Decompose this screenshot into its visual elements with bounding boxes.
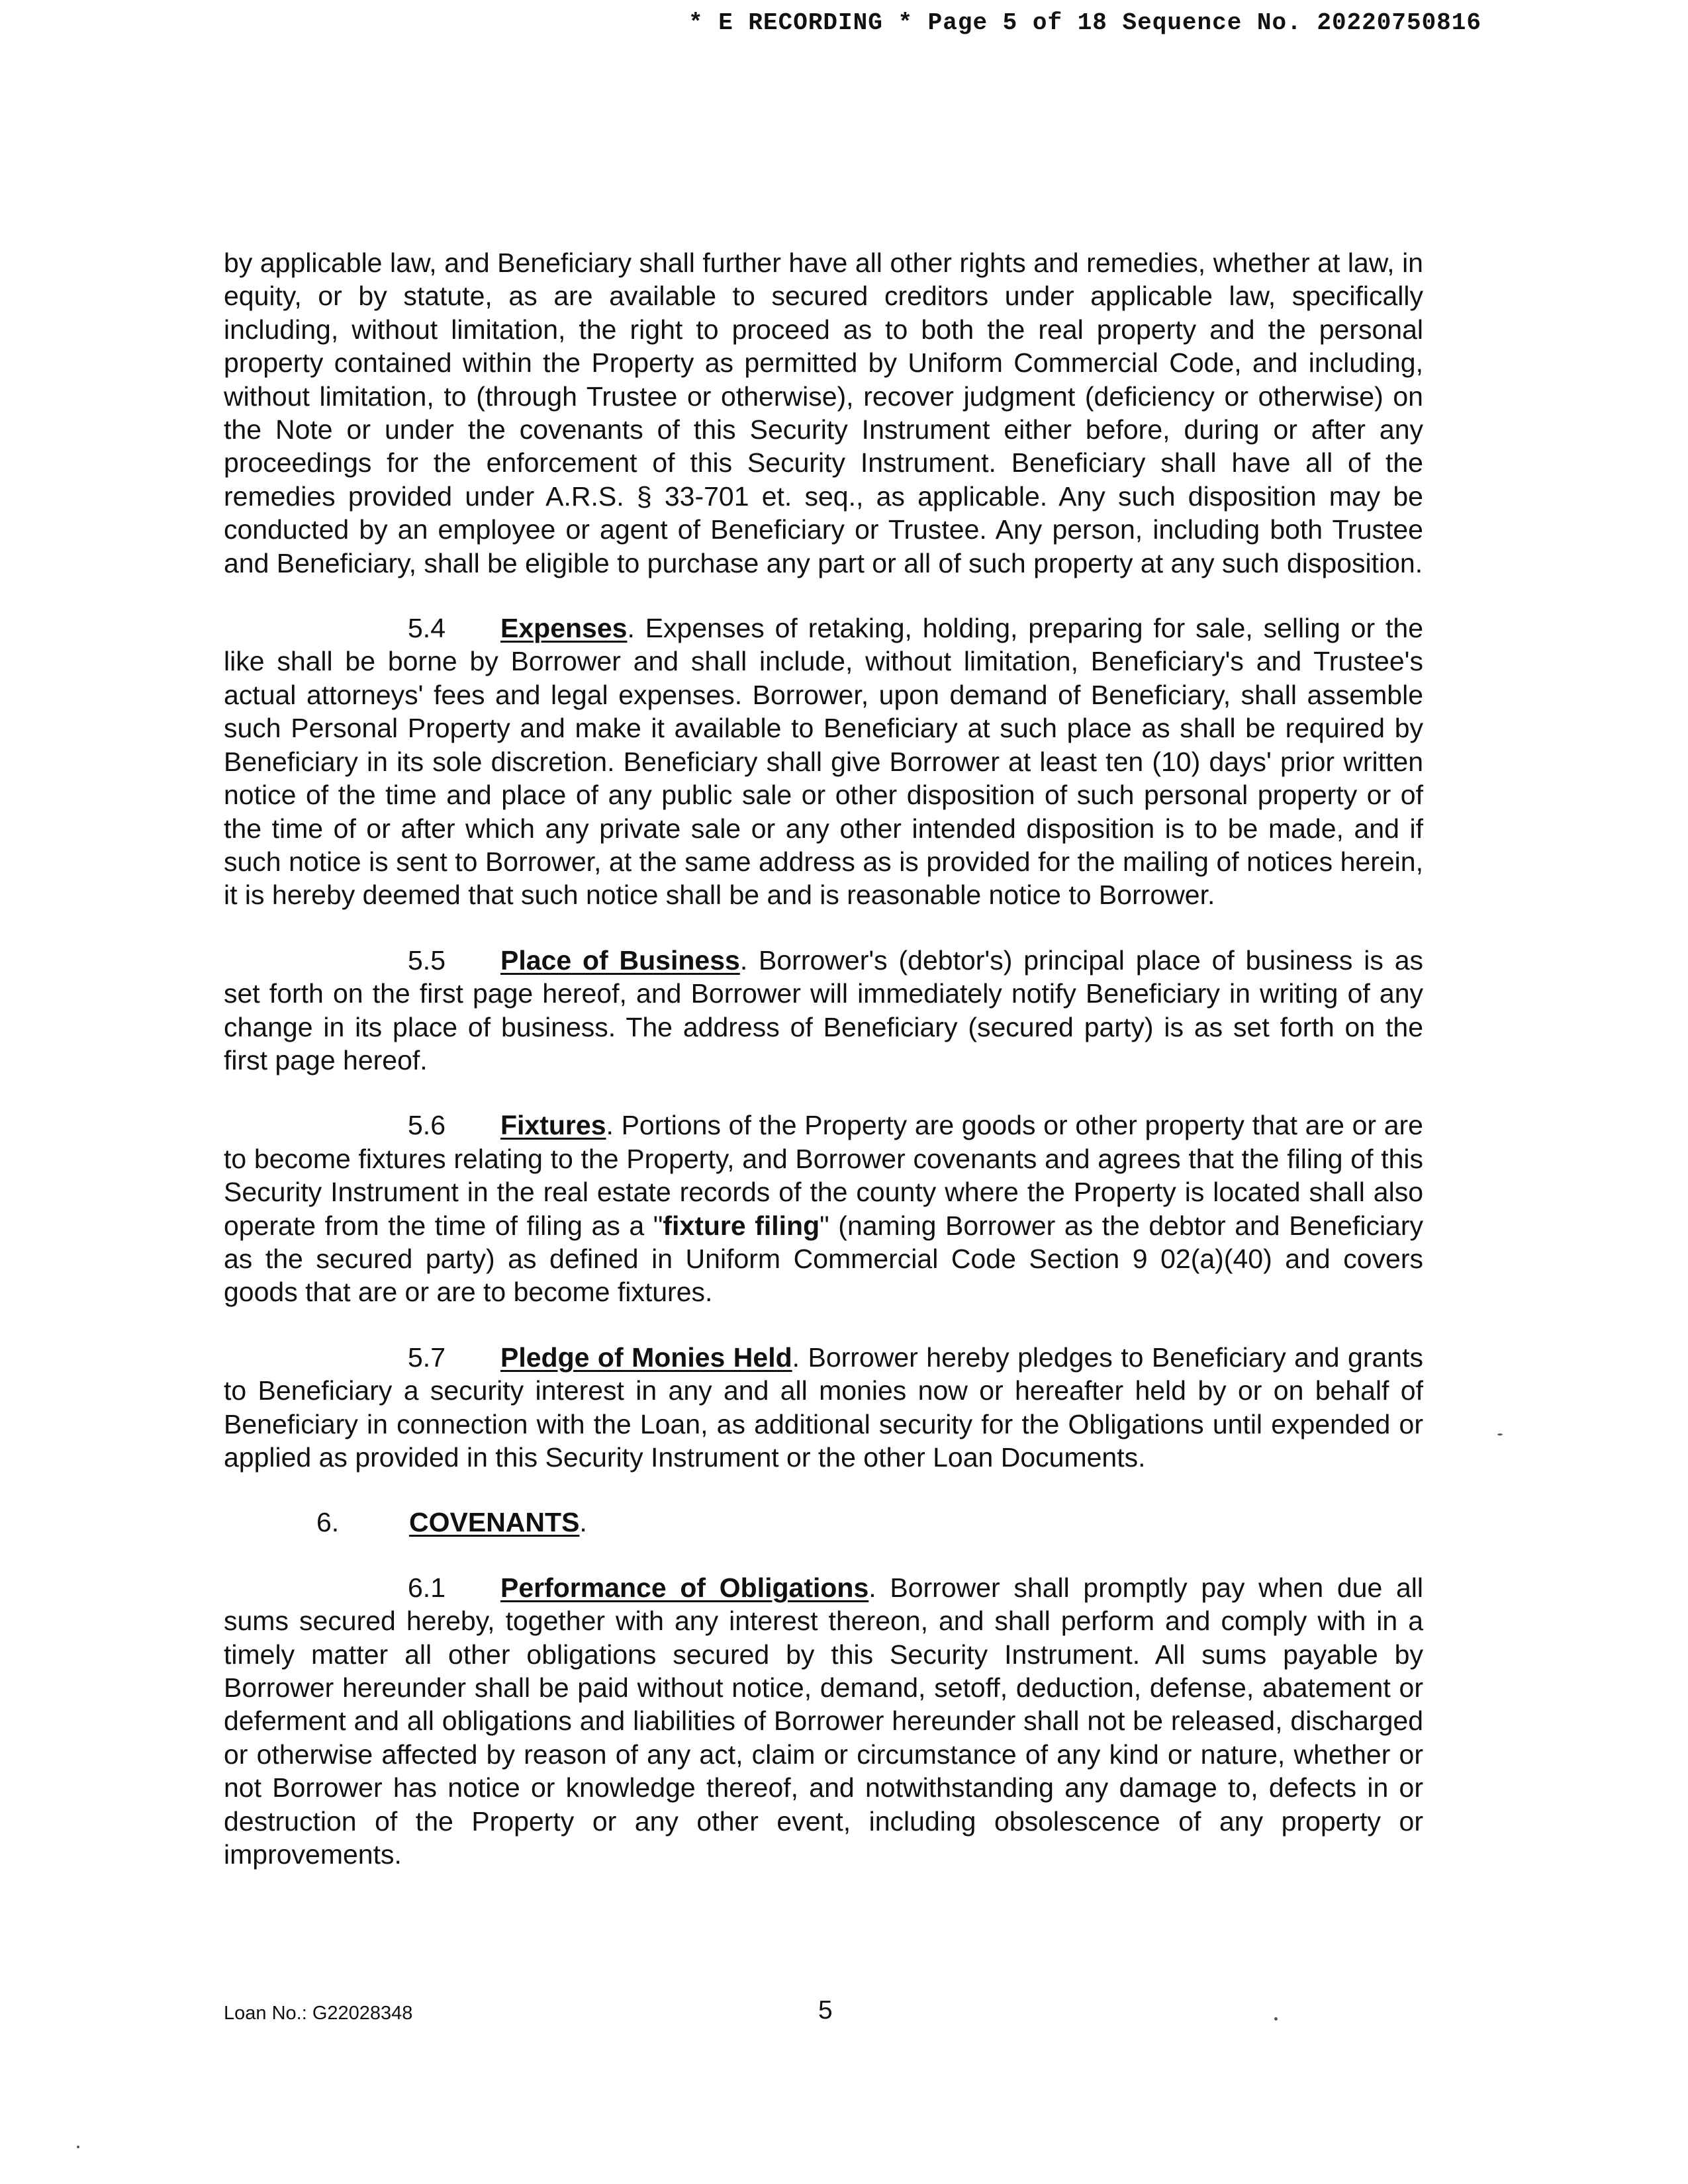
fixture-filing-term: fixture filing xyxy=(663,1210,820,1241)
section-text: . Borrower's (debtor's) principal place of business is as set forth on the first page hereof, and Borrower will immediately notify Beneficiary in writing of any change in its place of business. The address of Beneficiary (secured party) is as set forth on the first page hereof. xyxy=(224,944,1423,1075)
section-title: Pledge of Monies Held xyxy=(500,1342,792,1373)
section-title: Performance of Obligations xyxy=(500,1572,869,1603)
section-text: . Expenses of retaking, holding, preparing for sale, selling or the like shall be borne by Borrower and shall include, without limitation, Beneficiary's and Trustee's actual attorneys' fees and legal expenses. Borrower, upon demand of Beneficiary, shall assemble such Personal Property and make it available to Beneficiary at such place as shall be required by Beneficiary in its sole discretion. Beneficiary shall give Borrower at least ten (10) days' prior written notice of the time and place of any public sale or other disposition of such personal property or of the time of or after which any private sale or any other intended disposition is to be made, and if such notice is sent to Borrower, at the same address as is provided for the mailing of notices herein, it is hereby deemed that such notice shall be and is reasonable notice to Borrower. xyxy=(224,613,1423,911)
section-text: . Borrower hereby pledges to Beneficiary and grants to Beneficiary a security interest in any and all monies now or hereafter held by or on behalf of Beneficiary in connection with the Loan, as additional security for the Obligations until expended or applied as provided in this Security Instrument or the other Loan Documents. xyxy=(224,1342,1424,1473)
intro-paragraph: by applicable law, and Beneficiary shall further have all other rights and remedies, whether at law, in equity, or by statute, as are available to secured creditors under applicable law, specifically including, without limitation, the right to proceed as to both the real property and the personal property contained within the Property as permitted by Uniform Commercial Code, and including, without limitation, to (through Trustee or otherwise), recover judgment (deficiency or otherwise) on the Note or under the covenants of this Security Instrument either before, during or after any proceedings for the enforcement of this Security Instrument. Beneficiary shall have all of the remedies provided under A.R.S. § 33-701 et. seq., as applicable. Any such disposition may be conducted by an employee or agent of Beneficiary or Trustee. Any person, including both Trustee and Beneficiary, shall be eligible to purchase any part or all of such property at any such disposition. xyxy=(224,248,1423,578)
section-title: Fixtures xyxy=(500,1110,606,1141)
recording-header: * E RECORDING * Page 5 of 18 Sequence No. 20220750816 xyxy=(688,9,1481,36)
section-number: 5.6 xyxy=(408,1110,445,1141)
section-number: 5.4 xyxy=(408,613,445,644)
section-text: . Borrower shall promptly pay when due all sums secured hereby, together with any interest thereon, and shall perform and comply with in a timely matter all other obligations secured by this Security Instrument. All sums payable by Borrower hereunder shall be paid without notice, demand, setoff, deduction, defense, abatement or deferment and all obligations and liabilities of Borrower hereunder shall not be released, discharged or otherwise affected by reason of any act, claim or circumstance of any kind or nature, whether or not Borrower has notice or knowledge thereof, and notwithstanding any damage to, defects in or destruction of the Property or any other event, including obsolescence of any property or improvements. xyxy=(224,1572,1423,1870)
section-5-6 xyxy=(224,1109,1423,1308)
section-text: . Portions of the Property are goods or other property that are or are to become fixtures relating to the Property, and Borrower covenants and agrees that the filing of this Security Instrument in the real estate records of the county where the Property is located shall also operate from the time of filing as a " xyxy=(224,1110,1423,1241)
scan-speck xyxy=(1274,2017,1278,2021)
article-number: 6. xyxy=(316,1507,340,1538)
section-6-1 xyxy=(224,1571,1423,1872)
section-title: Place of Business xyxy=(500,944,740,976)
section-text-continued: " (naming Borrower as the debtor and Beneficiary as the secured party) as defined in Uniform Commercial Code Section 9 02(a)(40) and covers goods that are or are to become fixtures. xyxy=(224,1210,1424,1308)
section-number: 6.1 xyxy=(408,1572,445,1603)
loan-number: Loan No.: G22028348 xyxy=(224,2003,413,2024)
document-body xyxy=(224,246,1423,1871)
section-5-5 xyxy=(224,944,1423,1077)
section-5-7 xyxy=(224,1341,1423,1475)
section-number: 5.5 xyxy=(408,944,445,976)
section-number: 5.7 xyxy=(408,1342,445,1373)
article-heading-covenants xyxy=(224,1506,1423,1539)
article-punct: . xyxy=(579,1507,587,1538)
scan-speck xyxy=(77,2146,79,2148)
scan-speck xyxy=(1497,1433,1503,1435)
page-number: 5 xyxy=(818,1996,833,2025)
section-title: Expenses xyxy=(500,613,628,644)
article-title: COVENANTS xyxy=(409,1507,580,1538)
section-5-4 xyxy=(224,612,1423,912)
